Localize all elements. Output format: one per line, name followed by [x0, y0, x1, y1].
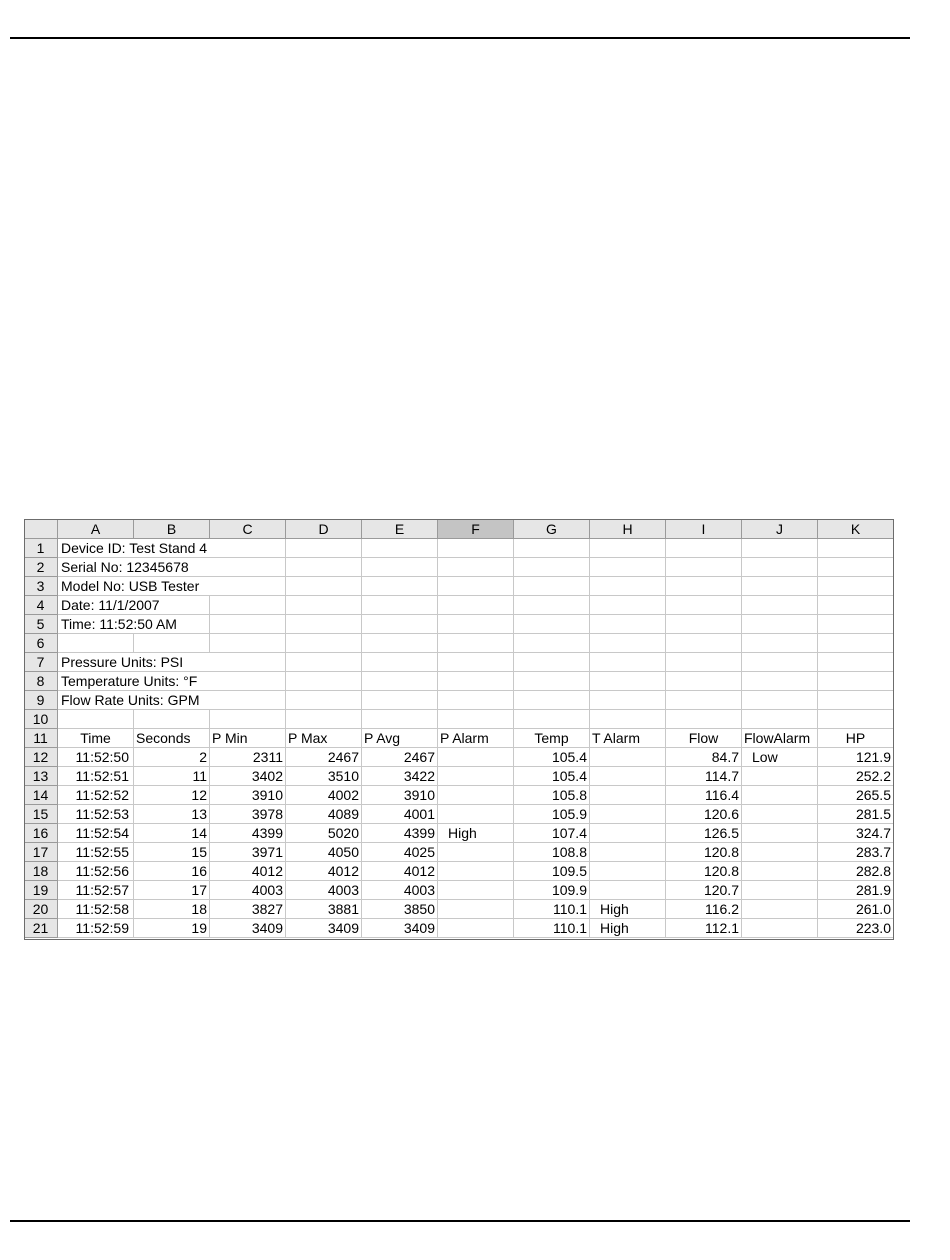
cell[interactable]	[286, 539, 362, 558]
cell[interactable]	[286, 710, 362, 729]
table-cell[interactable]: 105.4	[514, 748, 590, 767]
cell[interactable]	[438, 558, 514, 577]
table-cell[interactable]: 3910	[362, 786, 438, 805]
cell[interactable]	[362, 710, 438, 729]
cell[interactable]	[514, 615, 590, 634]
table-cell[interactable]: 2467	[362, 748, 438, 767]
spreadsheet	[24, 519, 894, 940]
table-cell[interactable]: 120.7	[666, 881, 742, 900]
table-cell[interactable]	[742, 767, 818, 786]
cell[interactable]	[362, 577, 438, 596]
table-cell[interactable]	[742, 881, 818, 900]
row-header-4[interactable]: 4	[24, 596, 58, 615]
table-cell[interactable]	[590, 786, 666, 805]
cell[interactable]	[818, 691, 894, 710]
row-header-8[interactable]: 8	[24, 672, 58, 691]
table-cell[interactable]: 4001	[362, 805, 438, 824]
cell[interactable]	[286, 577, 362, 596]
cell[interactable]	[514, 710, 590, 729]
table-header-cell[interactable]: Flow	[666, 729, 742, 748]
cell[interactable]	[818, 539, 894, 558]
table-cell[interactable]	[590, 862, 666, 881]
table-cell[interactable]: Low	[742, 748, 818, 767]
table-cell[interactable]: 223.0	[818, 919, 894, 938]
table-cell[interactable]: 3910	[210, 786, 286, 805]
table-cell[interactable]	[742, 786, 818, 805]
cell[interactable]	[666, 596, 742, 615]
cell[interactable]	[590, 596, 666, 615]
cell[interactable]	[286, 672, 362, 691]
table-cell[interactable]: 4003	[362, 881, 438, 900]
table-cell[interactable]: 120.6	[666, 805, 742, 824]
table-cell[interactable]: 109.5	[514, 862, 590, 881]
cell[interactable]	[514, 634, 590, 653]
row-header-7[interactable]: 7	[24, 653, 58, 672]
cell[interactable]	[590, 577, 666, 596]
table-cell[interactable]	[438, 843, 514, 862]
table-cell[interactable]: 108.8	[514, 843, 590, 862]
table-cell[interactable]	[438, 748, 514, 767]
table-cell[interactable]: High	[590, 900, 666, 919]
cell[interactable]	[286, 596, 362, 615]
table-cell[interactable]: 14	[134, 824, 210, 843]
cell[interactable]	[514, 539, 590, 558]
table-cell[interactable]: 11:52:59	[58, 919, 134, 938]
table-cell[interactable]: High	[590, 919, 666, 938]
table-cell[interactable]: 16	[134, 862, 210, 881]
table-cell[interactable]: 4003	[286, 881, 362, 900]
table-cell[interactable]: 4012	[286, 862, 362, 881]
cell[interactable]	[742, 539, 818, 558]
cell[interactable]	[286, 558, 362, 577]
table-cell[interactable]: 281.9	[818, 881, 894, 900]
table-header-cell[interactable]: HP	[818, 729, 894, 748]
table-cell[interactable]: 252.2	[818, 767, 894, 786]
table-cell[interactable]	[590, 748, 666, 767]
table-cell[interactable]	[742, 919, 818, 938]
cell[interactable]	[818, 653, 894, 672]
table-cell[interactable]: 17	[134, 881, 210, 900]
table-cell[interactable]: 4012	[210, 862, 286, 881]
table-cell[interactable]	[742, 824, 818, 843]
table-cell[interactable]: 5020	[286, 824, 362, 843]
table-cell[interactable]: 11:52:50	[58, 748, 134, 767]
table-cell[interactable]: 261.0	[818, 900, 894, 919]
table-cell[interactable]: 126.5	[666, 824, 742, 843]
cell[interactable]	[286, 691, 362, 710]
info-line[interactable]	[58, 710, 286, 729]
cell[interactable]	[742, 558, 818, 577]
table-header-cell[interactable]: T Alarm	[590, 729, 666, 748]
table-cell[interactable]	[438, 881, 514, 900]
column-header-b[interactable]: B	[134, 519, 210, 539]
cell[interactable]	[438, 653, 514, 672]
table-cell[interactable]: 4089	[286, 805, 362, 824]
cell[interactable]	[590, 691, 666, 710]
table-cell[interactable]: 2311	[210, 748, 286, 767]
cell[interactable]	[362, 615, 438, 634]
row-header-14[interactable]: 14	[24, 786, 58, 805]
table-header-cell[interactable]: Temp	[514, 729, 590, 748]
column-header-j[interactable]: J	[742, 519, 818, 539]
cell[interactable]	[286, 653, 362, 672]
cell[interactable]	[590, 558, 666, 577]
column-header-e[interactable]: E	[362, 519, 438, 539]
column-header-g[interactable]: G	[514, 519, 590, 539]
table-cell[interactable]: 2467	[286, 748, 362, 767]
table-header-cell[interactable]: Seconds	[134, 729, 210, 748]
cell[interactable]	[590, 710, 666, 729]
table-cell[interactable]: 112.1	[666, 919, 742, 938]
column-header-k[interactable]: K	[818, 519, 894, 539]
cell[interactable]	[742, 653, 818, 672]
info-line[interactable]: Date: 11/1/2007	[61, 597, 160, 613]
table-cell[interactable]: 11:52:51	[58, 767, 134, 786]
row-header-5[interactable]: 5	[24, 615, 58, 634]
table-cell[interactable]: 110.1	[514, 900, 590, 919]
table-cell[interactable]: 4025	[362, 843, 438, 862]
info-line[interactable]: Time: 11:52:50 AM	[61, 616, 177, 632]
select-all-corner[interactable]	[24, 519, 58, 539]
table-header-cell[interactable]: Time	[58, 729, 134, 748]
table-cell[interactable]: 4003	[210, 881, 286, 900]
cell[interactable]	[362, 539, 438, 558]
table-cell[interactable]: 114.7	[666, 767, 742, 786]
cell[interactable]	[514, 558, 590, 577]
cell[interactable]	[362, 558, 438, 577]
cell[interactable]	[590, 539, 666, 558]
cell[interactable]	[742, 577, 818, 596]
table-cell[interactable]: 281.5	[818, 805, 894, 824]
top-rule	[10, 37, 910, 39]
table-cell[interactable]: 283.7	[818, 843, 894, 862]
table-cell[interactable]: 12	[134, 786, 210, 805]
cell[interactable]	[818, 577, 894, 596]
table-cell[interactable]: 11:52:52	[58, 786, 134, 805]
table-cell[interactable]: 121.9	[818, 748, 894, 767]
info-line[interactable]: Device ID: Test Stand 4	[61, 540, 208, 556]
row-header-11[interactable]: 11	[24, 729, 58, 748]
table-cell[interactable]: 4399	[362, 824, 438, 843]
cell[interactable]	[514, 691, 590, 710]
row-header-6[interactable]: 6	[24, 634, 58, 653]
table-cell[interactable]	[742, 843, 818, 862]
table-cell[interactable]: 109.9	[514, 881, 590, 900]
table-cell[interactable]	[438, 805, 514, 824]
info-line[interactable]: Flow Rate Units: GPM	[61, 692, 200, 708]
table-cell[interactable]: 105.9	[514, 805, 590, 824]
table-cell[interactable]: 2	[134, 748, 210, 767]
cell[interactable]	[286, 615, 362, 634]
table-cell[interactable]: 3827	[210, 900, 286, 919]
cell[interactable]	[438, 691, 514, 710]
cell[interactable]	[438, 539, 514, 558]
info-line[interactable]: Model No: USB Tester	[61, 578, 200, 594]
table-cell[interactable]: 3409	[362, 919, 438, 938]
cell[interactable]	[666, 653, 742, 672]
cell[interactable]	[742, 634, 818, 653]
table-header-cell[interactable]: P Max	[286, 729, 362, 748]
cell[interactable]	[438, 615, 514, 634]
cell[interactable]	[818, 596, 894, 615]
row-header-17[interactable]: 17	[24, 843, 58, 862]
table-cell[interactable]: 15	[134, 843, 210, 862]
cell[interactable]	[666, 577, 742, 596]
table-cell[interactable]: 4050	[286, 843, 362, 862]
table-cell[interactable]: 11:52:53	[58, 805, 134, 824]
table-cell[interactable]: 3978	[210, 805, 286, 824]
cell[interactable]	[438, 634, 514, 653]
cell[interactable]	[514, 596, 590, 615]
info-line[interactable]: Temperature Units: °F	[61, 673, 198, 689]
table-cell[interactable]: 3850	[362, 900, 438, 919]
table-cell[interactable]: 84.7	[666, 748, 742, 767]
cell[interactable]	[818, 634, 894, 653]
cell[interactable]	[362, 634, 438, 653]
table-cell[interactable]	[742, 805, 818, 824]
row-header-16[interactable]: 16	[24, 824, 58, 843]
table-cell[interactable]: 11:52:54	[58, 824, 134, 843]
column-header-f[interactable]: F	[438, 519, 514, 539]
table-cell[interactable]: High	[438, 824, 514, 843]
info-line[interactable]: Pressure Units: PSI	[61, 654, 184, 670]
table-cell[interactable]: 120.8	[666, 862, 742, 881]
table-cell[interactable]	[438, 767, 514, 786]
table-cell[interactable]: 3510	[286, 767, 362, 786]
table-cell[interactable]: 13	[134, 805, 210, 824]
cell[interactable]	[438, 710, 514, 729]
table-cell[interactable]	[438, 786, 514, 805]
info-line[interactable]	[58, 634, 286, 653]
cell[interactable]	[514, 672, 590, 691]
cell[interactable]	[818, 672, 894, 691]
row-header-12[interactable]: 12	[24, 748, 58, 767]
cell[interactable]	[666, 558, 742, 577]
table-cell[interactable]: 105.4	[514, 767, 590, 786]
row-header-9[interactable]: 9	[24, 691, 58, 710]
row-header-13[interactable]: 13	[24, 767, 58, 786]
row-header-1[interactable]: 1	[24, 539, 58, 558]
table-header-cell[interactable]: P Avg	[362, 729, 438, 748]
row-header-10[interactable]: 10	[24, 710, 58, 729]
table-cell[interactable]: 3409	[286, 919, 362, 938]
row-header-20[interactable]: 20	[24, 900, 58, 919]
table-cell[interactable]: 11:52:58	[58, 900, 134, 919]
table-header-cell[interactable]: FlowAlarm	[742, 729, 818, 748]
table-cell[interactable]: 11:52:56	[58, 862, 134, 881]
column-header-a[interactable]: A	[58, 519, 134, 539]
cell[interactable]	[286, 634, 362, 653]
table-header-cell[interactable]: P Alarm	[438, 729, 514, 748]
table-cell[interactable]: 107.4	[514, 824, 590, 843]
cell[interactable]	[742, 691, 818, 710]
table-cell[interactable]	[438, 919, 514, 938]
table-cell[interactable]	[590, 767, 666, 786]
cell[interactable]	[590, 672, 666, 691]
table-cell[interactable]	[590, 805, 666, 824]
table-cell[interactable]: 105.8	[514, 786, 590, 805]
table-cell[interactable]	[438, 900, 514, 919]
table-cell[interactable]: 4399	[210, 824, 286, 843]
table-cell[interactable]: 120.8	[666, 843, 742, 862]
cell[interactable]	[666, 634, 742, 653]
cell[interactable]	[666, 691, 742, 710]
info-line[interactable]: Serial No: 12345678	[61, 559, 189, 575]
table-cell[interactable]	[742, 862, 818, 881]
cell[interactable]	[362, 691, 438, 710]
table-cell[interactable]: 116.4	[666, 786, 742, 805]
table-cell[interactable]: 3422	[362, 767, 438, 786]
table-cell[interactable]: 11:52:55	[58, 843, 134, 862]
cell[interactable]	[362, 653, 438, 672]
cell[interactable]	[666, 539, 742, 558]
table-cell[interactable]: 110.1	[514, 919, 590, 938]
column-header-d[interactable]: D	[286, 519, 362, 539]
table-cell[interactable]: 11	[134, 767, 210, 786]
table-cell[interactable]: 265.5	[818, 786, 894, 805]
table-cell[interactable]: 116.2	[666, 900, 742, 919]
table-cell[interactable]	[590, 824, 666, 843]
cell[interactable]	[590, 615, 666, 634]
cell[interactable]	[742, 710, 818, 729]
table-cell[interactable]: 4002	[286, 786, 362, 805]
cell[interactable]	[742, 596, 818, 615]
cell[interactable]	[438, 596, 514, 615]
cell[interactable]	[818, 615, 894, 634]
table-cell[interactable]: 324.7	[818, 824, 894, 843]
cell[interactable]	[590, 653, 666, 672]
cell[interactable]	[666, 672, 742, 691]
cell[interactable]	[666, 615, 742, 634]
table-header-cell[interactable]: P Min	[210, 729, 286, 748]
cell[interactable]	[818, 558, 894, 577]
cell[interactable]	[362, 596, 438, 615]
table-cell[interactable]: 3402	[210, 767, 286, 786]
table-cell[interactable]: 19	[134, 919, 210, 938]
cell[interactable]	[438, 577, 514, 596]
column-header-h[interactable]: H	[590, 519, 666, 539]
table-cell[interactable]: 4012	[362, 862, 438, 881]
table-cell[interactable]: 282.8	[818, 862, 894, 881]
table-cell[interactable]	[590, 881, 666, 900]
row-header-19[interactable]: 19	[24, 881, 58, 900]
table-cell[interactable]: 3971	[210, 843, 286, 862]
row-header-15[interactable]: 15	[24, 805, 58, 824]
cell[interactable]	[514, 653, 590, 672]
cell[interactable]	[742, 615, 818, 634]
cell[interactable]	[742, 672, 818, 691]
table-cell[interactable]: 18	[134, 900, 210, 919]
table-cell[interactable]: 3409	[210, 919, 286, 938]
table-cell[interactable]	[438, 862, 514, 881]
bottom-rule	[10, 1220, 910, 1222]
table-cell[interactable]	[742, 900, 818, 919]
row-header-3[interactable]: 3	[24, 577, 58, 596]
cell[interactable]	[514, 577, 590, 596]
table-cell[interactable]	[590, 843, 666, 862]
row-header-21[interactable]: 21	[24, 919, 58, 938]
cell[interactable]	[818, 710, 894, 729]
table-cell[interactable]: 11:52:57	[58, 881, 134, 900]
column-header-c[interactable]: C	[210, 519, 286, 539]
row-header-18[interactable]: 18	[24, 862, 58, 881]
cell[interactable]	[362, 672, 438, 691]
cell[interactable]	[438, 672, 514, 691]
table-cell[interactable]: 3881	[286, 900, 362, 919]
cell[interactable]	[590, 634, 666, 653]
cell[interactable]	[666, 710, 742, 729]
column-header-i[interactable]: I	[666, 519, 742, 539]
row-header-2[interactable]: 2	[24, 558, 58, 577]
